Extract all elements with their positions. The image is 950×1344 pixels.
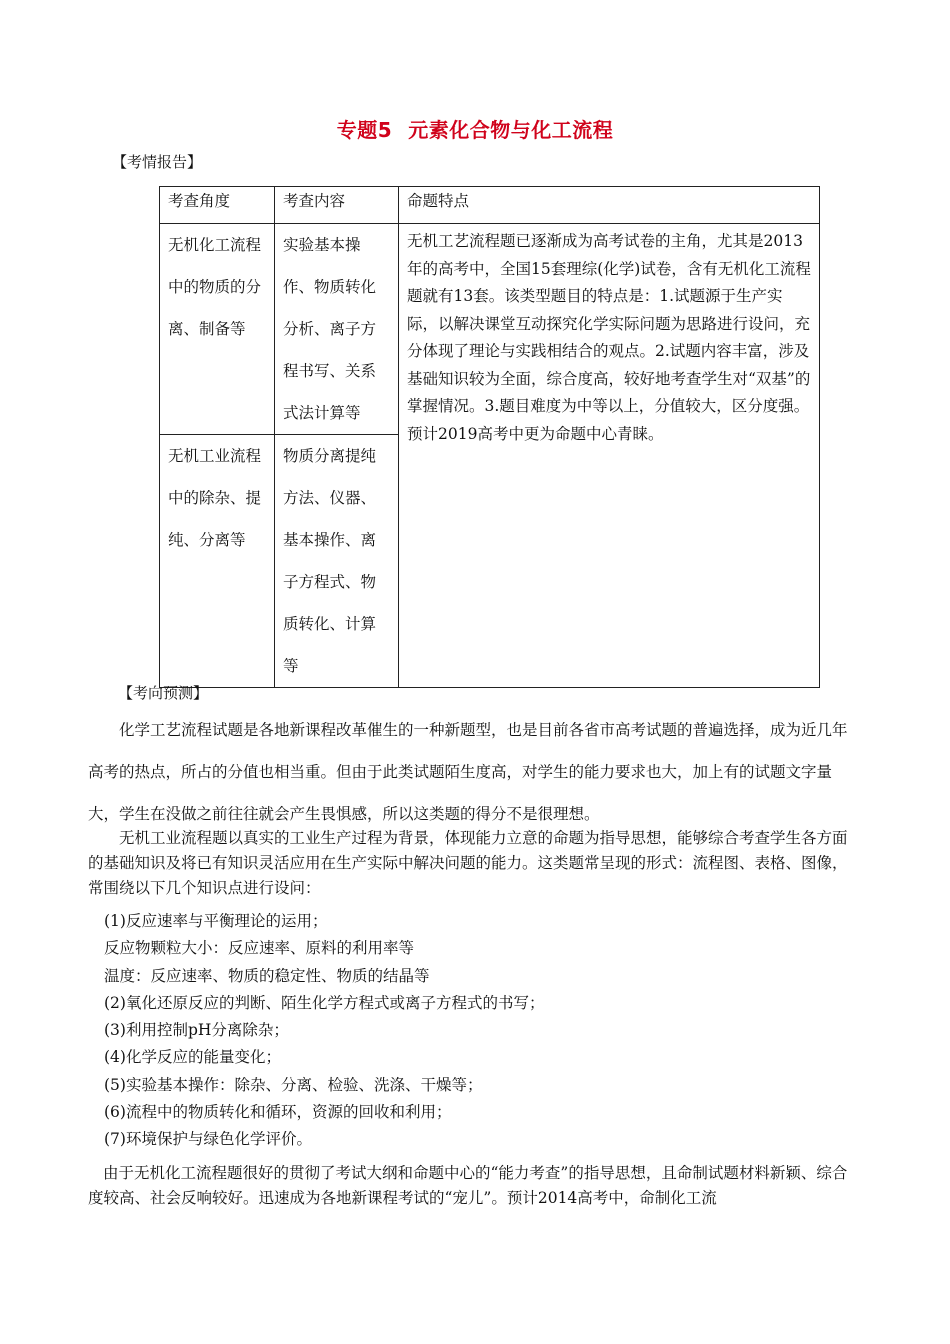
header-features: 命题特点 <box>399 187 820 224</box>
features-cell: 无机工艺流程题已逐渐成为高考试卷的主角，尤其是2013年的高考中，全国15套理综(化学)试卷，含有无机化工流程题就有13套。该类型题目的特点是：1.试题源于生产实际，以解决课堂互动探究化学实际问题为思路进行设问，充分体现了理论与实践相结合的观点。2.试题内容丰富，涉及基础知识较为全面，综合度高，较好地考查学生对“双基”的掌握情况。3.题目难度为中等以上，分值较大，区分度强。预计2019高考中更为命题中心青睐。 <box>399 224 820 688</box>
report-table <box>159 186 820 688</box>
list-item: (3)利用控制pH分离除杂； <box>104 1021 289 1040</box>
list-item: (6)流程中的物质转化和循环，资源的回收和利用； <box>104 1103 452 1122</box>
list-item: 温度：反应速率、物质的稳定性、物质的结晶等 <box>104 966 430 985</box>
title-text: 元素化合物与化工流程 <box>408 118 614 142</box>
row2-content: 物质分离提纯方法、仪器、基本操作、离子方程式、物质转化、计算等 <box>275 435 399 688</box>
list-item: (4)化学反应的能量变化； <box>104 1048 281 1067</box>
header-angle: 考查角度 <box>160 187 275 224</box>
paragraph-3: 由于无机化工流程题很好的贯彻了考试大纲和命题中心的“能力考查”的指导思想，且命制试题材料新颖、综合度较高、社会反响较好。迅速成为各地新课程考试的“宠儿”。预计2014高考中，命制化工流 <box>88 1164 848 1207</box>
list-item: (1)反应速率与平衡理论的运用； <box>104 912 328 930</box>
knowledge-point-list <box>104 908 544 1154</box>
forecast-heading: 【考向预测】 <box>118 684 209 702</box>
report-heading: 【考情报告】 <box>112 153 203 171</box>
table-row <box>160 224 820 435</box>
header-content: 考查内容 <box>275 187 399 224</box>
list-item: 反应物颗粒大小：反应速率、原料的利用率等 <box>104 939 415 958</box>
table-header-row <box>160 187 820 224</box>
list-item: (5)实验基本操作：除杂、分离、检验、洗涤、干燥等； <box>104 1075 483 1094</box>
page-title <box>0 114 950 143</box>
list-item: (7)环境保护与绿色化学评价。 <box>104 1130 312 1149</box>
list-item: (2)氧化还原反应的判断、陌生化学方程式或离子方程式的书写； <box>104 993 545 1012</box>
paragraph-2: 无机工业流程题以真实的工业生产过程为背景，体现能力立意的命题为指导思想，能够综合考查学生各方面的基础知识及将已有知识灵活应用在生产实际中解决问题的能力。这类题常呈现的形式：流程图、表格、图像，常围绕以下几个知识点进行设问： <box>88 829 848 897</box>
row1-content: 实验基本操作、物质转化分析、离子方程书写、关系式法计算等 <box>275 224 399 435</box>
row1-angle: 无机化工流程中的物质的分离、制备等 <box>160 224 275 435</box>
paragraph-1: 化学工艺流程试题是各地新课程改革催生的一种新题型，也是目前各省市高考试题的普遍选择，成为近几年高考的热点，所占的分值也相当重。但由于此类试题陌生度高，对学生的能力要求也大，加上有的试题文字量大，学生在没做之前往往就会产生畏惧感，所以这类题的得分不是很理想。 <box>88 721 848 823</box>
title-number: 专题5 <box>336 118 393 142</box>
row2-angle: 无机工业流程中的除杂、提纯、分离等 <box>160 435 275 688</box>
